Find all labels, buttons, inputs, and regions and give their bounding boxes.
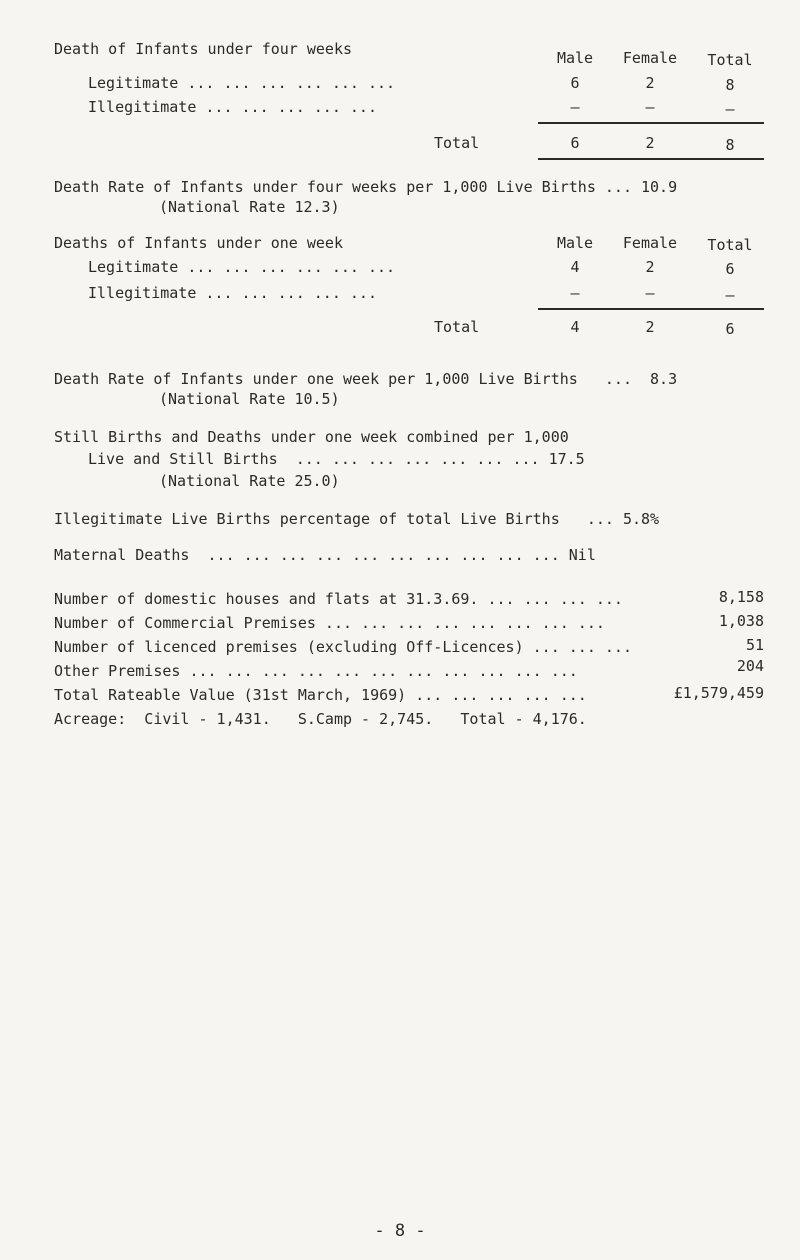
section2-col-female: Female (622, 234, 678, 252)
section1-total-total: 8 (725, 136, 735, 154)
section2-total-male: 4 (570, 318, 580, 336)
stillbirths-national: (National Rate 25.0) (159, 472, 340, 490)
section2-legit-male: 4 (570, 258, 580, 276)
section1-legit-female: 2 (645, 74, 655, 92)
premises-commercial-label: Number of Commercial Premises ... ... ... ... ... ... ... ... (54, 614, 605, 632)
section1-legit-male: 6 (570, 74, 580, 92)
section2-total-female: 2 (645, 318, 655, 336)
rate2-line1: Death Rate of Infants under one week per 1,000 Live Births ... 8.3 (54, 370, 678, 388)
stillbirths-line2: Live and Still Births ... ... ... ... ... ... ... 17.5 (88, 450, 585, 468)
premises-licenced-label: Number of licenced premises (excluding Off-Licences) ... ... ... (54, 638, 632, 656)
section2-illeg-female: – (645, 284, 655, 302)
rateable-value-label: Total Rateable Value (31st March, 1969) ... ... ... ... ... (54, 686, 587, 704)
premises-licenced-value: 51 (745, 636, 764, 654)
premises-other-label: Other Premises ... ... ... ... ... ... ... ... ... ... ... (54, 662, 578, 680)
section1-total-label: Total (434, 134, 480, 152)
maternal-deaths: Maternal Deaths ... ... ... ... ... ... ... ... ... ... Nil (54, 546, 596, 564)
section2-col-total: Total (707, 236, 753, 254)
section2-legit-total: 6 (725, 260, 735, 278)
section1-illeg-label: Illegitimate ... ... ... ... ... (88, 98, 377, 116)
section1-legit-label: Legitimate ... ... ... ... ... ... (88, 74, 396, 92)
stillbirths-line1: Still Births and Deaths under one week combined per 1,000 (54, 428, 569, 446)
section1-illeg-male: – (570, 98, 580, 116)
section2-illeg-male: – (570, 284, 580, 302)
section2-title: Deaths of Infants under one week (54, 234, 343, 252)
rateable-value-amount: £1,579,459 (673, 684, 764, 702)
section1-total-rule-top (538, 122, 764, 124)
section2-illeg-label: Illegitimate ... ... ... ... ... (88, 284, 377, 302)
section1-total-rule-bottom (538, 158, 764, 160)
section2-total-label: Total (434, 318, 480, 336)
acreage: Acreage: Civil - 1,431. S.Camp - 2,745. Total - 4,176. (54, 710, 587, 728)
section1-col-female: Female (622, 49, 678, 67)
premises-other-value: 204 (736, 657, 764, 675)
page-number: - 8 - (374, 1221, 426, 1241)
premises-commercial-value: 1,038 (718, 612, 764, 630)
section2-legit-female: 2 (645, 258, 655, 276)
section1-total-male: 6 (570, 134, 580, 152)
section1-legit-total: 8 (725, 76, 735, 94)
rate2-national: (National Rate 10.5) (159, 390, 340, 408)
section1-col-male: Male (556, 49, 594, 67)
section1-total-female: 2 (645, 134, 655, 152)
illegitimate-percentage: Illegitimate Live Births percentage of total Live Births ... 5.8% (54, 510, 660, 528)
premises-domestic-value: 8,158 (718, 588, 764, 606)
section1-illeg-total: – (725, 100, 735, 118)
section2-legit-label: Legitimate ... ... ... ... ... ... (88, 258, 396, 276)
rate1-line1: Death Rate of Infants under four weeks per 1,000 Live Births ... 10.9 (54, 178, 678, 196)
section1-illeg-female: – (645, 98, 655, 116)
rate1-national: (National Rate 12.3) (159, 198, 340, 216)
section2-total-total: 6 (725, 320, 735, 338)
section2-total-rule-top (538, 308, 764, 310)
section1-col-total: Total (707, 51, 753, 69)
section2-col-male: Male (556, 234, 594, 252)
premises-domestic-label: Number of domestic houses and flats at 31.3.69. ... ... ... ... (54, 590, 623, 608)
section2-illeg-total: – (725, 286, 735, 304)
section1-title: Death of Infants under four weeks (54, 40, 353, 58)
